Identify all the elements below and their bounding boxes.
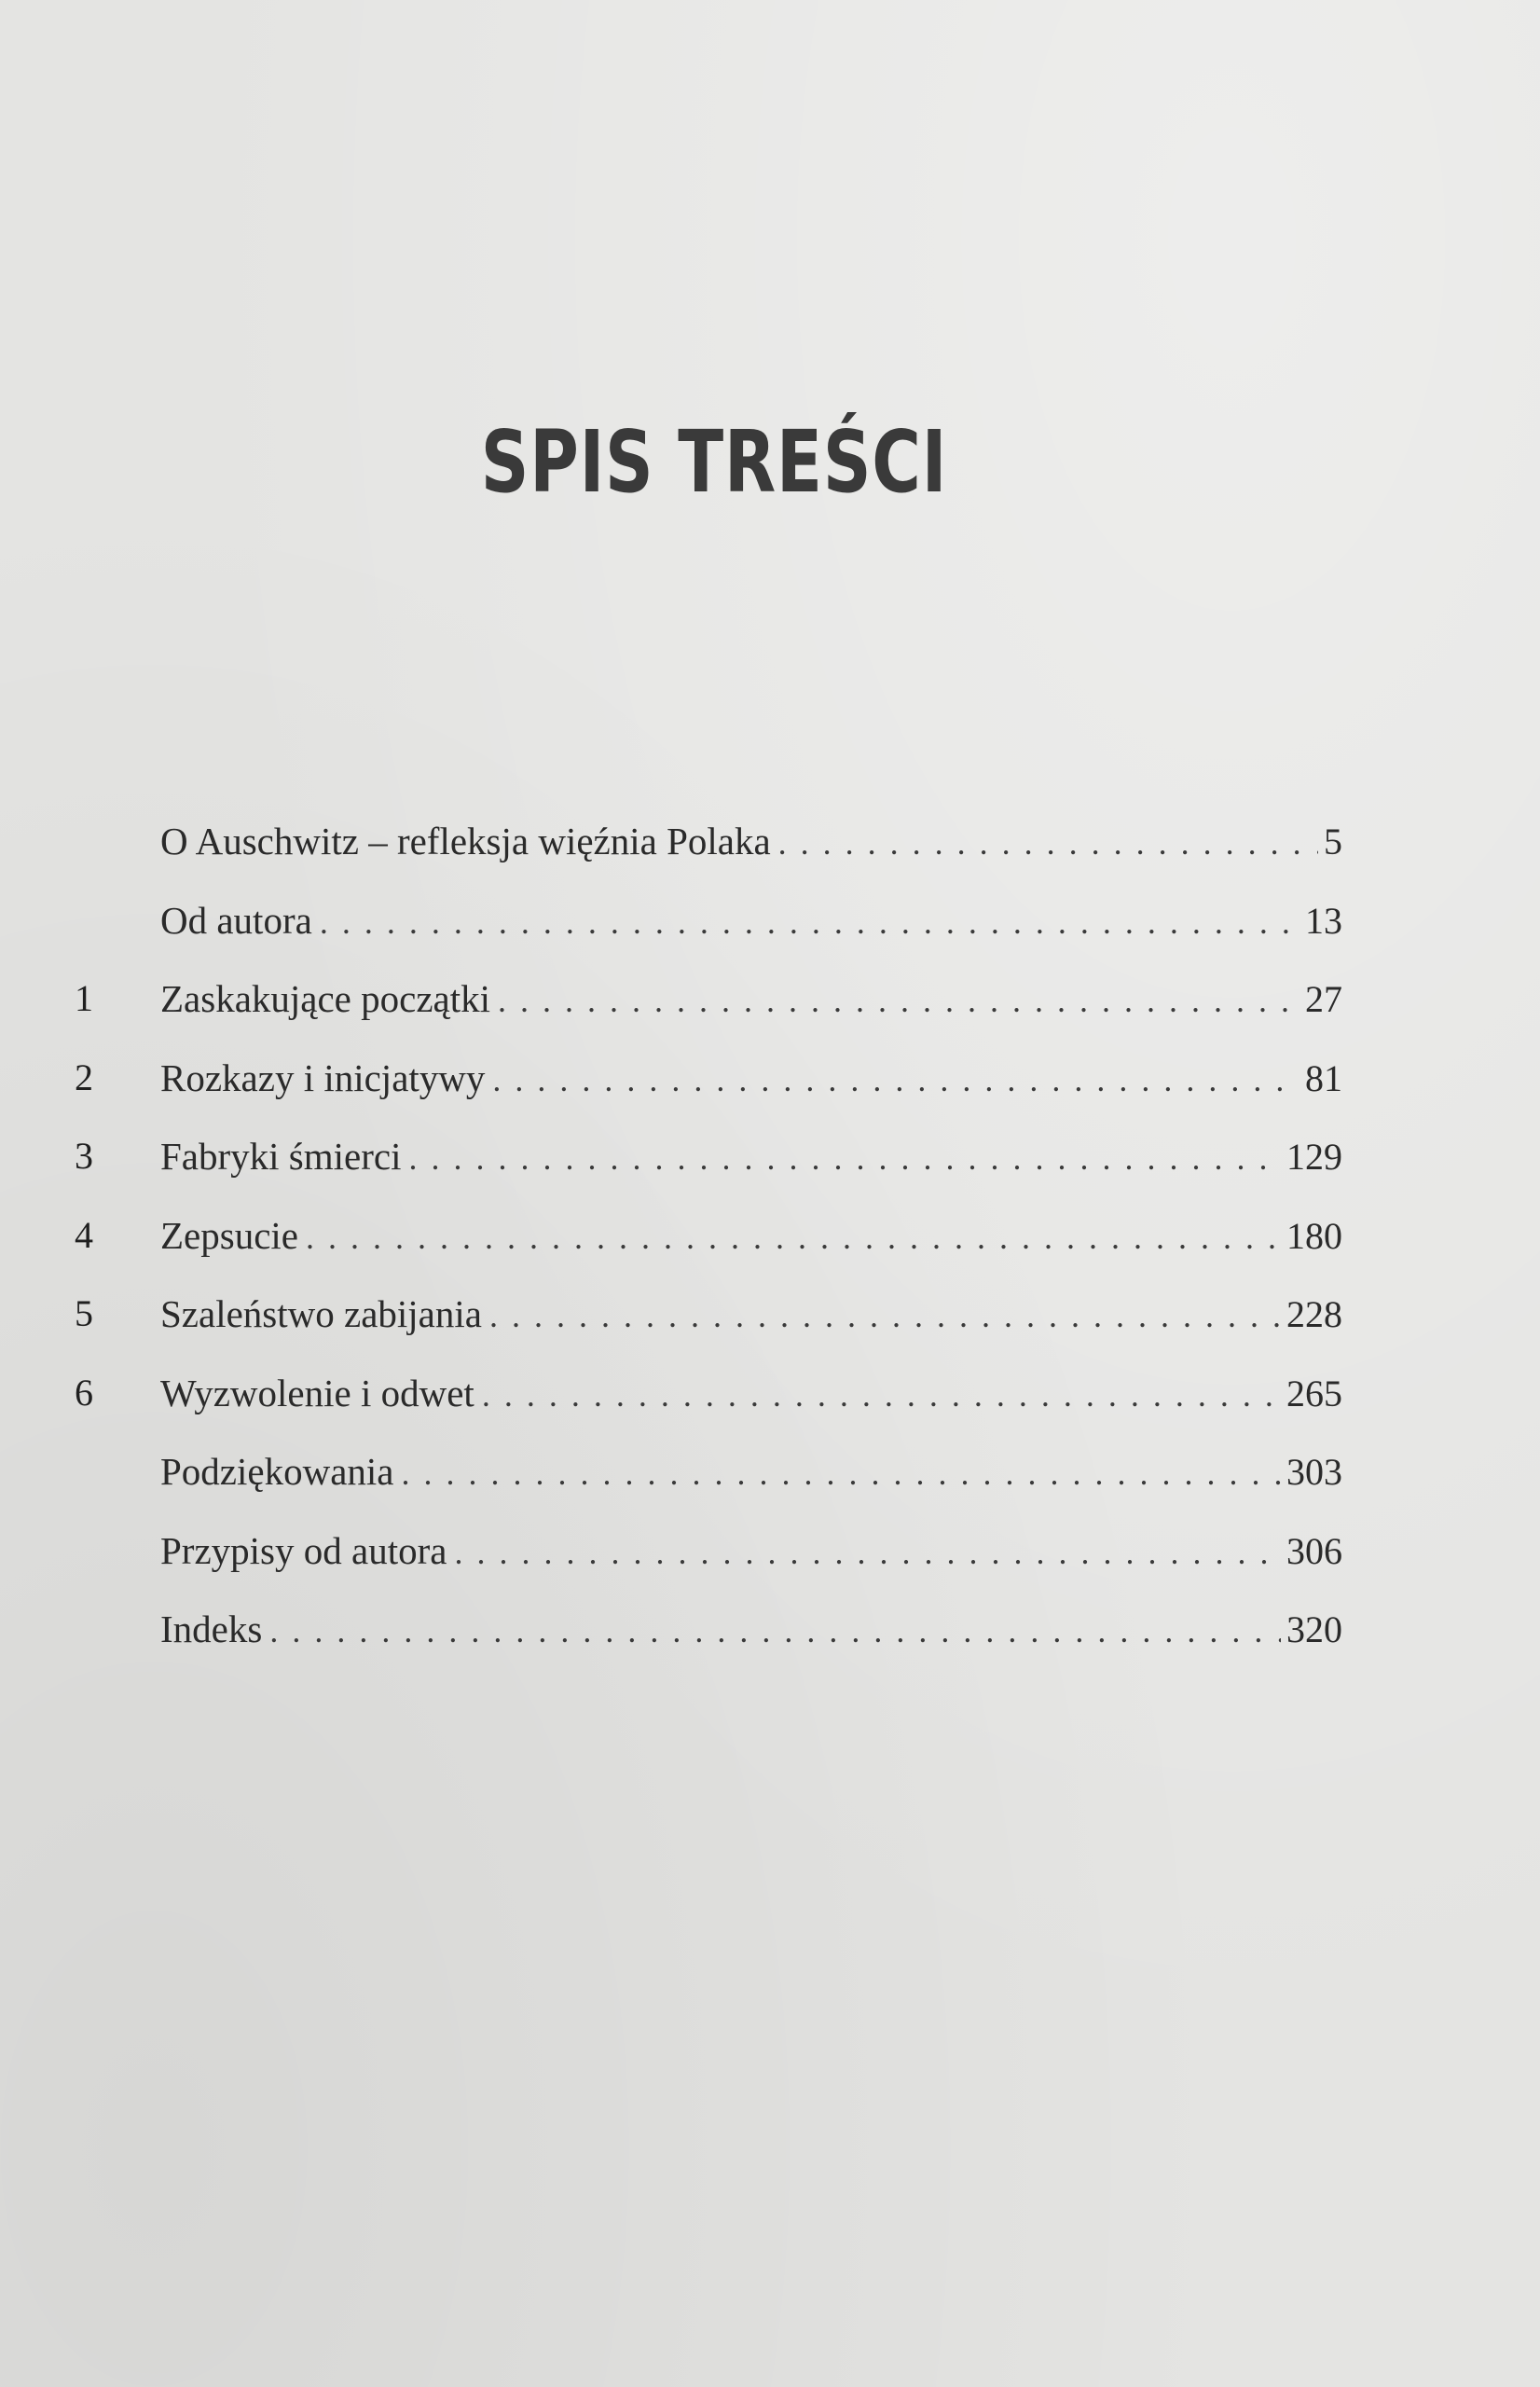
toc-entry bbox=[160, 1601, 1342, 1659]
dot-leader bbox=[454, 1525, 1281, 1580]
toc-item-chapter-6[interactable] bbox=[56, 1365, 1342, 1444]
chapter-number: 4 bbox=[75, 1213, 93, 1256]
chapter-title: Zaskakujące początki bbox=[160, 977, 491, 1020]
toc-item-chapter-2[interactable] bbox=[56, 1050, 1342, 1129]
chapter-title: Wyzwolenie i odwet bbox=[160, 1371, 474, 1414]
chapter-title: Szaleństwo zabijania bbox=[160, 1292, 482, 1335]
toc-item-chapter-3[interactable] bbox=[56, 1128, 1342, 1207]
dot-leader bbox=[489, 1288, 1281, 1344]
chapter-title: Indeks bbox=[160, 1607, 263, 1650]
chapter-number: 1 bbox=[75, 977, 93, 1019]
toc-item-chapter-4[interactable] bbox=[56, 1207, 1342, 1287]
table-of-contents bbox=[56, 813, 1342, 1680]
chapter-title: Zepsucie bbox=[160, 1213, 298, 1257]
page-title: SPIS TREŚCI bbox=[480, 411, 948, 512]
chapter-number: 2 bbox=[75, 1056, 93, 1098]
page-number: 306 bbox=[1286, 1529, 1342, 1572]
page-number: 129 bbox=[1286, 1136, 1342, 1178]
page-number: 180 bbox=[1286, 1214, 1342, 1257]
chapter-title: O Auschwitz – refleksja więźnia Polaka bbox=[160, 820, 771, 862]
chapter-title: Rozkazy i inicjatywy bbox=[160, 1056, 486, 1099]
chapter-number: 5 bbox=[75, 1292, 93, 1334]
toc-entry bbox=[160, 1443, 1342, 1501]
page-number: 5 bbox=[1324, 821, 1342, 862]
page-number: 320 bbox=[1286, 1608, 1342, 1650]
toc-entry bbox=[160, 1128, 1342, 1186]
toc-entry bbox=[160, 813, 1342, 871]
page-number: 27 bbox=[1305, 978, 1342, 1020]
dot-leader bbox=[408, 1130, 1281, 1186]
chapter-title: Fabryki śmierci bbox=[160, 1135, 402, 1178]
toc-entry bbox=[160, 1286, 1342, 1344]
toc-item-chapter-1[interactable] bbox=[56, 971, 1342, 1050]
toc-item-od-autora[interactable] bbox=[56, 892, 1342, 972]
toc-entry bbox=[160, 1050, 1342, 1108]
chapter-title: Przypisy od autora bbox=[160, 1528, 447, 1572]
toc-entry bbox=[160, 971, 1342, 1028]
toc-item-podziekowania[interactable] bbox=[56, 1443, 1342, 1523]
toc-item-indeks[interactable] bbox=[56, 1601, 1342, 1680]
toc-entry bbox=[160, 1365, 1342, 1423]
dot-leader bbox=[492, 1052, 1299, 1108]
chapter-number: 3 bbox=[75, 1135, 93, 1177]
dot-leader bbox=[320, 894, 1299, 950]
toc-entry bbox=[160, 892, 1342, 950]
dot-leader bbox=[498, 973, 1299, 1028]
dot-leader bbox=[401, 1445, 1281, 1501]
chapter-title: Podziękowania bbox=[160, 1450, 394, 1493]
dot-leader bbox=[778, 815, 1318, 871]
toc-item-przypisy[interactable] bbox=[56, 1523, 1342, 1602]
toc-entry bbox=[160, 1523, 1342, 1580]
page-number: 228 bbox=[1286, 1293, 1342, 1335]
page-number: 81 bbox=[1305, 1056, 1342, 1099]
dot-leader bbox=[482, 1367, 1281, 1423]
toc-item-auschwitz-reflection[interactable] bbox=[56, 813, 1342, 892]
dot-leader bbox=[306, 1209, 1281, 1265]
toc-item-chapter-5[interactable] bbox=[56, 1286, 1342, 1365]
page-number: 13 bbox=[1305, 899, 1342, 942]
toc-entry bbox=[160, 1207, 1342, 1265]
chapter-title: Od autora bbox=[160, 898, 312, 942]
page-number: 265 bbox=[1286, 1372, 1342, 1414]
chapter-number: 6 bbox=[75, 1371, 93, 1414]
dot-leader bbox=[269, 1603, 1281, 1659]
page-number: 303 bbox=[1286, 1451, 1342, 1493]
